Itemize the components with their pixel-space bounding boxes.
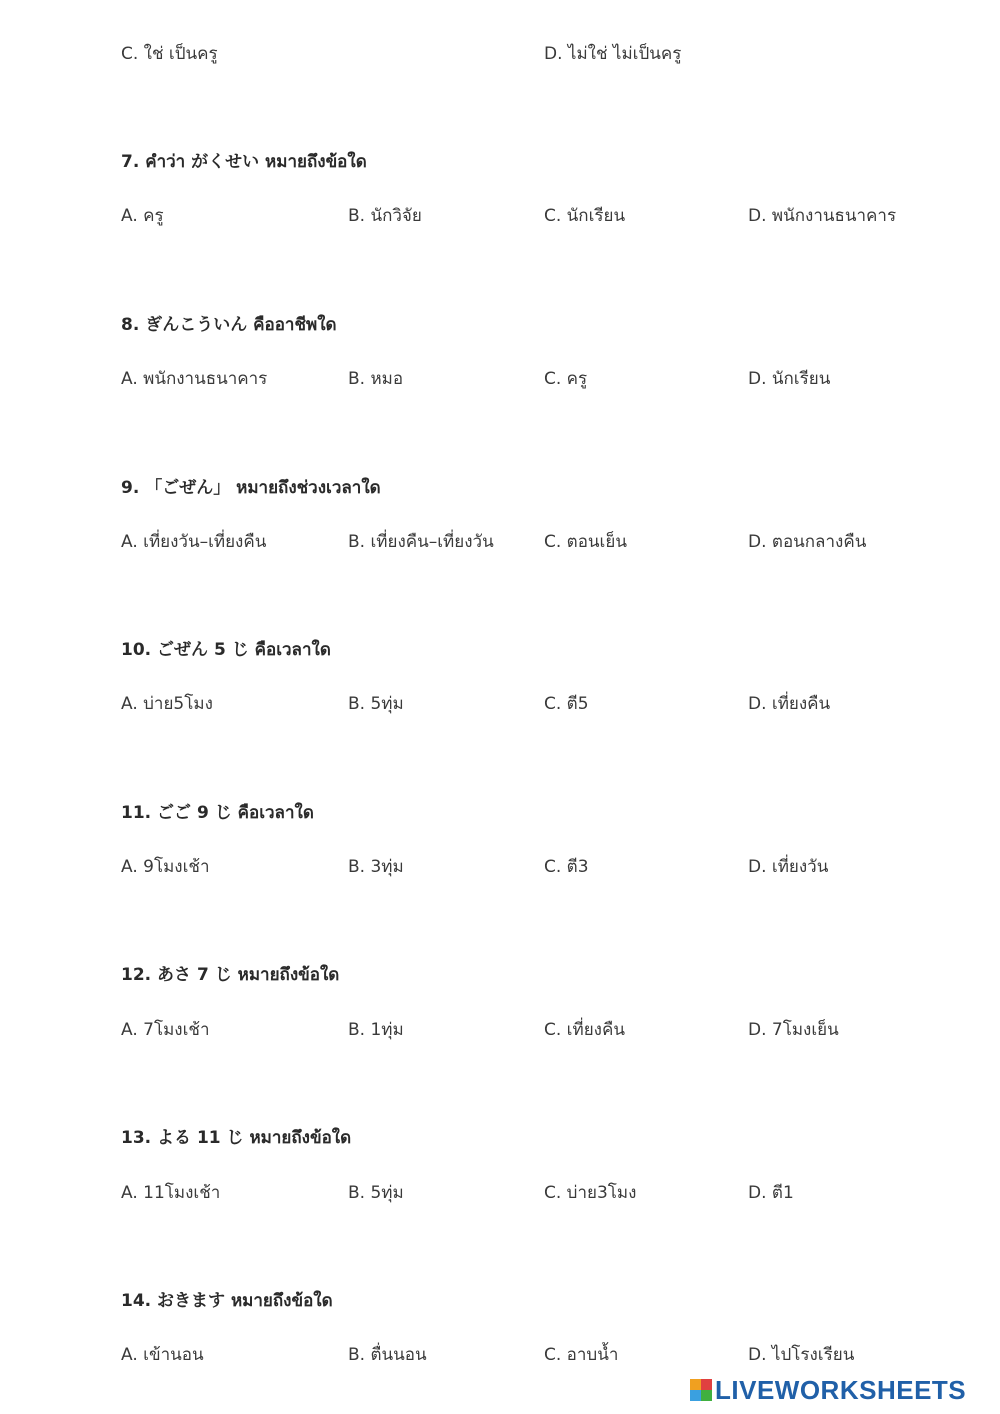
q11-option-c[interactable]: C. ตี3 xyxy=(544,857,589,877)
question-12: 12. あさ 7 じ หมายถึงข้อใด xyxy=(121,965,340,985)
q8-option-b[interactable]: B. หมอ xyxy=(348,369,404,389)
q14-option-c[interactable]: C. อาบน้ำ xyxy=(544,1345,619,1365)
q9-option-a[interactable]: A. เที่ยงวัน–เที่ยงคืน xyxy=(121,532,267,552)
q13-option-d[interactable]: D. ตี1 xyxy=(748,1183,794,1203)
q9-option-d[interactable]: D. ตอนกลางคืน xyxy=(748,532,867,552)
q7-option-a[interactable]: A. ครู xyxy=(121,206,164,226)
question-14: 14. おきます หมายถึงข้อใด xyxy=(121,1291,333,1311)
q10-option-c[interactable]: C. ตี5 xyxy=(544,694,589,714)
q8-option-d[interactable]: D. นักเรียน xyxy=(748,369,831,389)
q11-option-b[interactable]: B. 3ทุ่ม xyxy=(348,857,404,877)
q11-option-a[interactable]: A. 9โมงเช้า xyxy=(121,857,210,877)
liveworksheets-mark-icon xyxy=(690,1379,712,1401)
q14-option-b[interactable]: B. ตื่นนอน xyxy=(348,1345,427,1365)
q10-option-d[interactable]: D. เที่ยงคืน xyxy=(748,694,831,714)
q8-option-c[interactable]: C. ครู xyxy=(544,369,588,389)
q13-option-c[interactable]: C. บ่าย3โมง xyxy=(544,1183,637,1203)
q10-option-a[interactable]: A. บ่าย5โมง xyxy=(121,694,213,714)
question-11: 11. ごご 9 じ คือเวลาใด xyxy=(121,803,314,823)
question-13: 13. よる 11 じ หมายถึงข้อใด xyxy=(121,1128,352,1148)
option-c-prev[interactable]: C. ใช่ เป็นครู xyxy=(121,44,218,64)
q12-option-a[interactable]: A. 7โมงเช้า xyxy=(121,1020,210,1040)
q10-option-b[interactable]: B. 5ทุ่ม xyxy=(348,694,404,714)
q9-option-b[interactable]: B. เที่ยงคืน–เที่ยงวัน xyxy=(348,532,494,552)
q12-option-c[interactable]: C. เที่ยงคืน xyxy=(544,1020,625,1040)
question-9: 9. 「ごぜん」 หมายถึงช่วงเวลาใด xyxy=(121,478,381,498)
q14-option-d[interactable]: D. ไปโรงเรียน xyxy=(748,1345,855,1365)
q12-option-d[interactable]: D. 7โมงเย็น xyxy=(748,1020,839,1040)
question-8: 8. ぎんこういん คืออาชีพใด xyxy=(121,315,337,335)
option-d-prev[interactable]: D. ไม่ใช่ ไม่เป็นครู xyxy=(544,44,682,64)
logo-text: LIVEWORKSHEETS xyxy=(715,1375,967,1405)
q7-option-c[interactable]: C. นักเรียน xyxy=(544,206,626,226)
q9-option-c[interactable]: C. ตอนเย็น xyxy=(544,532,627,552)
q14-option-a[interactable]: A. เข้านอน xyxy=(121,1345,204,1365)
q12-option-b[interactable]: B. 1ทุ่ม xyxy=(348,1020,404,1040)
q7-option-d[interactable]: D. พนักงานธนาคาร xyxy=(748,206,897,226)
question-7: 7. คำว่า がくせい หมายถึงข้อใด xyxy=(121,152,367,172)
question-10: 10. ごぜん 5 じ คือเวลาใด xyxy=(121,640,331,660)
q13-option-a[interactable]: A. 11โมงเช้า xyxy=(121,1183,221,1203)
q8-option-a[interactable]: A. พนักงานธนาคาร xyxy=(121,369,268,389)
q11-option-d[interactable]: D. เที่ยงวัน xyxy=(748,857,829,877)
q7-option-b[interactable]: B. นักวิจัย xyxy=(348,206,422,226)
liveworksheets-logo[interactable] xyxy=(690,1376,966,1404)
q13-option-b[interactable]: B. 5ทุ่ม xyxy=(348,1183,404,1203)
